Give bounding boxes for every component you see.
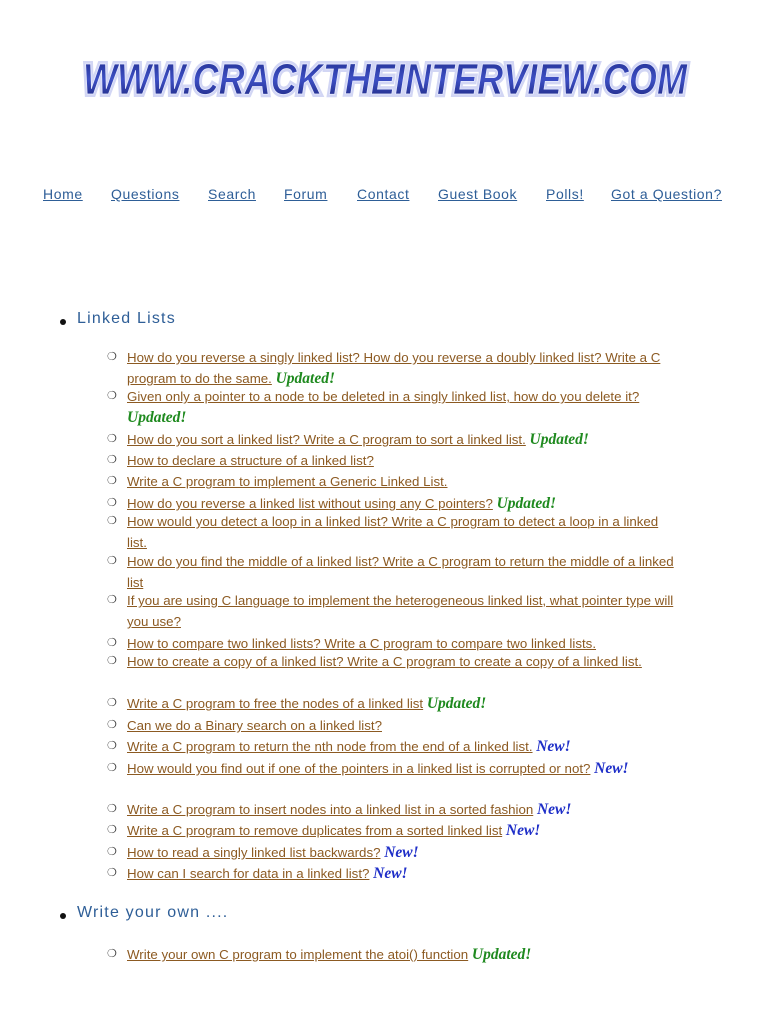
circle-bullet-icon: ❍ — [107, 351, 117, 363]
question-link[interactable]: How do you reverse a singly linked list? How do you reverse a doubly linked list? Write a C program to do the same. — [127, 350, 661, 386]
circle-bullet-icon: ❍ — [107, 555, 117, 567]
circle-bullet-icon: ❍ — [107, 454, 117, 466]
updated-badge: Updated! — [275, 370, 335, 387]
list-item — [107, 386, 677, 428]
nav-polls[interactable]: Polls! — [546, 186, 584, 202]
circle-bullet-icon: ❍ — [107, 497, 117, 509]
circle-bullet-icon: ❍ — [107, 515, 117, 527]
list-item — [107, 590, 677, 632]
list-item — [107, 651, 677, 672]
list-item — [107, 820, 677, 841]
nav-home[interactable]: Home — [43, 186, 83, 202]
circle-bullet-icon: ❍ — [107, 697, 117, 709]
question-link[interactable]: Can we do a Binary search on a linked list? — [127, 718, 382, 733]
list-item — [107, 863, 677, 884]
list-item — [107, 693, 677, 714]
question-link[interactable]: How to compare two linked lists? Write a C program to compare two linked lists. — [127, 636, 597, 651]
list-item — [107, 429, 677, 450]
list-item — [107, 715, 677, 736]
question-link[interactable]: How can I search for data in a linked list? — [127, 866, 370, 881]
question-link[interactable]: Write a C program to remove duplicates from a sorted linked list — [127, 823, 503, 838]
nav-guest-book[interactable]: Guest Book — [438, 186, 518, 202]
question-link[interactable]: Write a C program to return the nth node from the end of a linked list. — [127, 739, 533, 754]
question-link[interactable]: How to create a copy of a linked list? Write a C program to create a copy of a linked list. — [127, 654, 642, 669]
list-item — [107, 842, 677, 863]
question-link[interactable]: Write your own C program to implement the atoi() function — [127, 947, 469, 962]
question-link[interactable]: Write a C program to free the nodes of a linked list — [127, 696, 424, 711]
section-bullet — [60, 319, 66, 325]
list-item — [107, 758, 677, 779]
section-title-write-your-own: Write your own .... — [77, 904, 229, 921]
updated-badge: Updated! — [529, 431, 589, 448]
circle-bullet-icon: ❍ — [107, 762, 117, 774]
nav-got-a-question[interactable]: Got a Question? — [611, 186, 722, 202]
logo-text: WWW.CRACKTHEINTERVIEW.COM — [83, 55, 689, 104]
list-item — [107, 511, 677, 553]
new-badge: New! — [594, 760, 629, 777]
new-badge: New! — [384, 844, 419, 861]
list-item — [107, 551, 677, 593]
section-title-linked-lists: Linked Lists — [77, 310, 176, 327]
question-link[interactable]: How to read a singly linked list backwards? — [127, 845, 381, 860]
nav-search[interactable]: Search — [208, 186, 256, 202]
list-item — [107, 799, 677, 820]
circle-bullet-icon: ❍ — [107, 740, 117, 752]
circle-bullet-icon: ❍ — [107, 803, 117, 815]
circle-bullet-icon: ❍ — [107, 637, 117, 649]
new-badge: New! — [536, 738, 571, 755]
question-link[interactable]: Write a C program to implement a Generic Linked List. — [127, 474, 448, 489]
circle-bullet-icon: ❍ — [107, 846, 117, 858]
section-bullet — [60, 913, 66, 919]
updated-badge: Updated! — [426, 695, 487, 712]
updated-badge: Updated! — [471, 946, 532, 963]
site-logo[interactable] — [78, 52, 692, 106]
new-badge: New! — [373, 865, 408, 882]
circle-bullet-icon: ❍ — [107, 948, 117, 960]
circle-bullet-icon: ❍ — [107, 433, 117, 445]
circle-bullet-icon: ❍ — [107, 475, 117, 487]
circle-bullet-icon: ❍ — [107, 719, 117, 731]
logo-glow-text: WWW.CRACKTHEINTERVIEW.COM — [83, 55, 689, 104]
list-item — [107, 347, 677, 389]
new-badge: New! — [505, 822, 541, 839]
circle-bullet-icon: ❍ — [107, 390, 117, 402]
question-link[interactable]: Given only a pointer to a node to be deleted in a singly linked list, how do you delete it? — [127, 389, 640, 404]
list-item — [107, 736, 677, 757]
list-item — [107, 450, 677, 471]
question-link[interactable]: How do you sort a linked list? Write a C program to sort a linked list. — [127, 432, 526, 447]
circle-bullet-icon: ❍ — [107, 867, 117, 879]
circle-bullet-icon: ❍ — [107, 594, 117, 606]
list-item — [107, 944, 677, 965]
circle-bullet-icon: ❍ — [107, 655, 117, 667]
question-link[interactable]: How to declare a structure of a linked list? — [127, 453, 374, 468]
new-badge: New! — [536, 801, 572, 818]
nav-questions[interactable]: Questions — [111, 186, 180, 202]
question-link[interactable]: How do you reverse a linked list without using any C pointers? — [127, 496, 493, 511]
nav-forum[interactable]: Forum — [284, 186, 328, 202]
question-link[interactable]: Write a C program to insert nodes into a linked list in a sorted fashion — [127, 802, 534, 817]
question-link[interactable]: How would you detect a loop in a linked list? Write a C program to detect a loop in a linked list. — [127, 514, 659, 550]
question-link[interactable]: How do you find the middle of a linked list? Write a C program to return the middle of a linked list — [127, 554, 674, 590]
nav-contact[interactable]: Contact — [357, 186, 410, 202]
circle-bullet-icon: ❍ — [107, 824, 117, 836]
updated-badge: Updated! — [496, 495, 556, 512]
updated-badge: Updated! — [127, 409, 187, 426]
list-item — [107, 471, 677, 492]
main-nav — [0, 186, 768, 208]
question-link[interactable]: How would you find out if one of the pointers in a linked list is corrupted or not? — [127, 761, 591, 776]
question-link[interactable]: If you are using C language to implement the heterogeneous linked list, what pointer type will you use? — [127, 593, 674, 629]
